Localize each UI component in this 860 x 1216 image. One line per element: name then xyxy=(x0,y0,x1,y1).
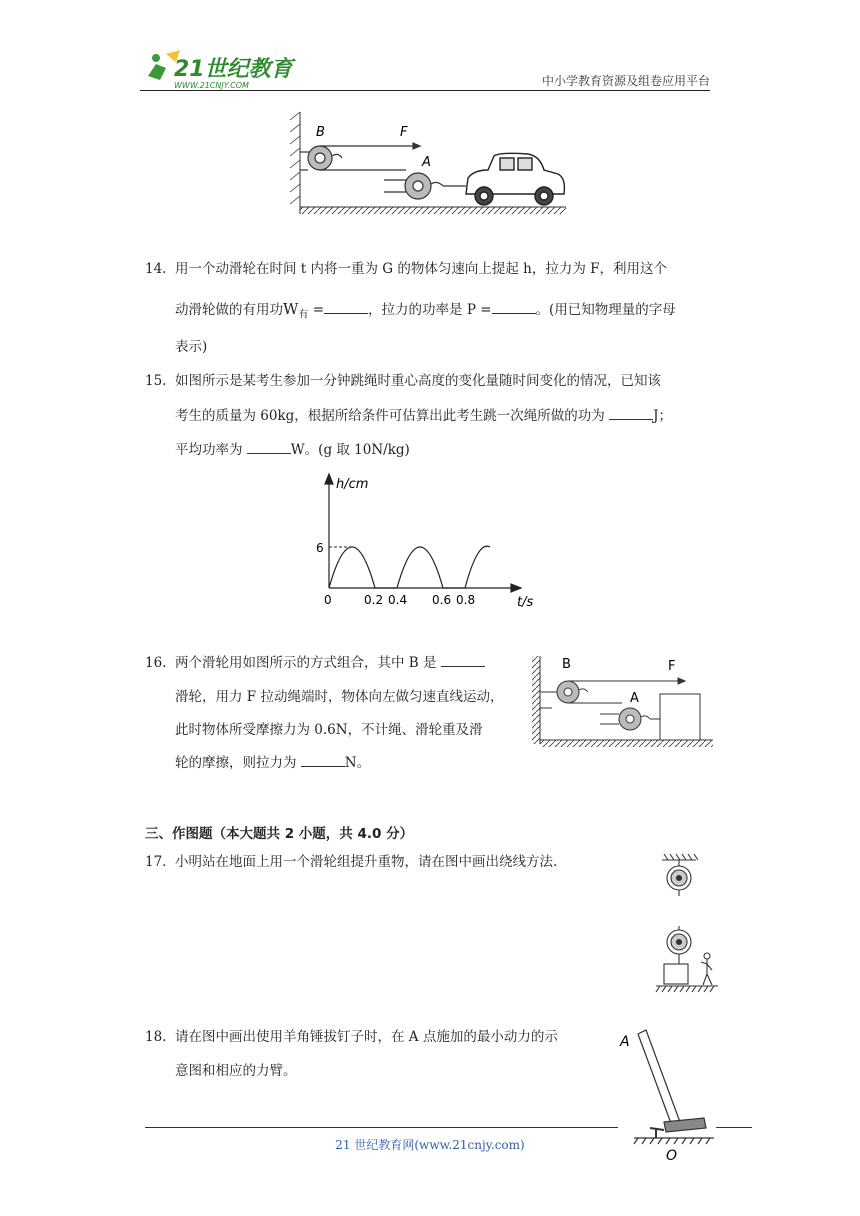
label-b: B xyxy=(562,657,571,672)
site-logo xyxy=(140,46,310,92)
question-15 xyxy=(145,370,673,458)
label-f: F xyxy=(400,125,408,140)
question-number: 16. xyxy=(145,655,167,671)
footer-divider xyxy=(716,1127,752,1128)
x-tick-0.8: 0.8 xyxy=(456,593,476,607)
question-number: 17. xyxy=(145,854,167,870)
footer-divider xyxy=(145,1127,618,1128)
q16-line4 xyxy=(175,752,370,774)
label-a: A xyxy=(620,1034,630,1050)
label-o: O xyxy=(666,1148,678,1164)
label-a: A xyxy=(422,155,431,170)
q16-line4-a: 轮的摩擦，则拉力为 xyxy=(175,755,301,771)
section-title: 三、作图题（本大题共 2 小题，共 4.0 分） xyxy=(145,826,414,842)
q16-line2: 滑轮，用力 F 拉动绳端时，物体向左做匀速直线运动， xyxy=(175,689,504,705)
label-b: B xyxy=(316,125,325,140)
q16-line1-text: 两个滑轮用如图所示的方式组合，其中 B 是 xyxy=(175,655,441,671)
answer-blank[interactable] xyxy=(609,405,653,420)
footer-text: 21 世纪教育网(www.21cnjy.com) xyxy=(335,1138,525,1152)
q15-line1: 如图所示是某考生参加一分钟跳绳时重心高度的变化量随时间变化的情况，已知该 xyxy=(175,373,661,389)
question-number: 18. xyxy=(145,1029,167,1045)
q18-line1: 请在图中画出使用羊角锤拔钉子时，在 A 点施加的最小动力的示 xyxy=(175,1029,558,1045)
w-symbol: W xyxy=(283,300,299,318)
platform-name: 中小学教育资源及组卷应用平台 xyxy=(541,74,710,88)
question-18 xyxy=(145,1026,558,1079)
y-tick-6: 6 xyxy=(316,541,324,555)
q16-line4-b: N。 xyxy=(344,755,371,771)
logo-text: 21世纪教育 xyxy=(174,57,293,82)
q17-line1: 小明站在地面上用一个滑轮组提升重物，请在图中画出绕线方法. xyxy=(175,854,558,870)
label-f: F xyxy=(668,659,676,674)
answer-blank[interactable] xyxy=(301,752,345,767)
question-number: 14. xyxy=(145,261,167,277)
q14-line2-d: 。(用已知物理量的字母 xyxy=(535,302,676,318)
q14-line2 xyxy=(175,298,676,327)
answer-blank[interactable] xyxy=(247,439,291,454)
chart-xlabel: t/s xyxy=(517,595,534,610)
header-divider xyxy=(140,90,710,91)
q15-line3-b: W。(g 取 10N/kg) xyxy=(290,442,410,458)
question-16 xyxy=(145,652,504,771)
answer-blank[interactable] xyxy=(324,299,368,314)
q14-line2-b: = xyxy=(308,302,325,318)
height-time-chart xyxy=(312,470,552,615)
car-pulley-figure xyxy=(288,108,570,220)
x-tick-0: 0 xyxy=(324,593,332,607)
pulley-system-figure xyxy=(652,852,722,997)
chart-ylabel: h/cm xyxy=(336,477,369,492)
q14-line2-a: 动滑轮做的有用功 xyxy=(175,302,283,318)
block-pulley-figure xyxy=(530,652,716,752)
w-subscript: 有 xyxy=(298,309,309,321)
q18-line2: 意图和相应的力臂。 xyxy=(175,1063,297,1079)
q15-line2 xyxy=(175,405,672,427)
q14-line1: 用一个动滑轮在时间 t 内将一重为 G 的物体匀速向上提起 h，拉力为 F，利用这个 xyxy=(175,261,668,277)
q15-line2-a: 考生的质量为 60kg，根据所给条件可估算出此考生跳一次绳所做的功为 xyxy=(175,408,610,424)
q15-line3 xyxy=(175,439,410,461)
answer-blank[interactable] xyxy=(492,299,536,314)
q16-line1 xyxy=(175,652,485,674)
question-17 xyxy=(145,851,558,873)
q15-line2-b: J； xyxy=(653,408,673,424)
question-number: 15. xyxy=(145,373,167,389)
x-tick-0.2: 0.2 xyxy=(364,593,384,607)
x-tick-0.4: 0.4 xyxy=(388,593,408,607)
q14-line3: 表示) xyxy=(175,339,208,355)
q14-line2-c: ，拉力的功率是 P = xyxy=(368,302,492,318)
logo-url: WWW.21CNJY.COM xyxy=(174,81,249,90)
question-14 xyxy=(145,258,676,355)
answer-blank[interactable] xyxy=(441,652,485,667)
x-tick-0.6: 0.6 xyxy=(432,593,452,607)
q15-line3-a: 平均功率为 xyxy=(175,442,247,458)
label-a: A xyxy=(630,691,639,706)
q16-line3: 此时物体所受摩擦力为 0.6N，不计绳、滑轮重及滑 xyxy=(175,722,483,738)
